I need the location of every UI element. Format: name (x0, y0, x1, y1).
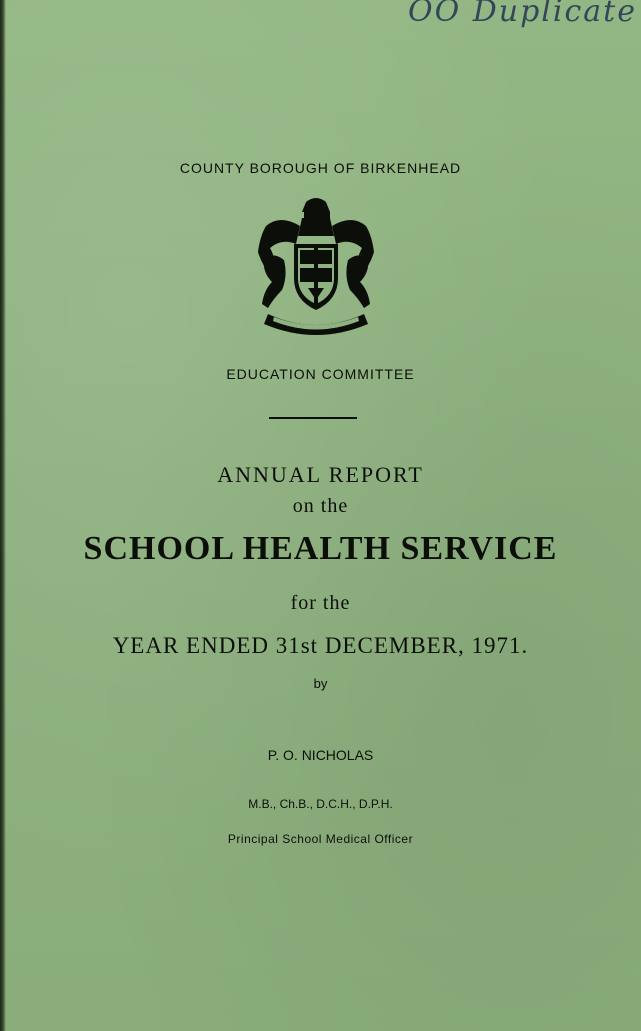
divider-rule (269, 417, 357, 419)
author-role: Principal School Medical Officer (227, 832, 414, 846)
handwritten-annotation: OO Duplicate (408, 0, 637, 29)
title-year: YEAR ENDED 31st DECEMBER, 1971. (112, 633, 529, 658)
title-for-the: for the (290, 592, 351, 614)
by-line: by (313, 676, 328, 691)
author-qualifications: M.B., Ch.B., D.C.H., D.P.H. (248, 797, 393, 811)
authority-name: COUNTY BOROUGH OF BIRKENHEAD (179, 160, 462, 176)
title-main: SCHOOL HEALTH SERVICE (83, 530, 558, 567)
title-annual-report: ANNUAL REPORT (217, 462, 424, 487)
title-on-the: on the (292, 495, 349, 517)
committee-name: EDUCATION COMMITTEE (226, 366, 415, 382)
author-name: P. O. NICHOLAS (267, 747, 374, 763)
coat-of-arms-icon (258, 196, 374, 336)
